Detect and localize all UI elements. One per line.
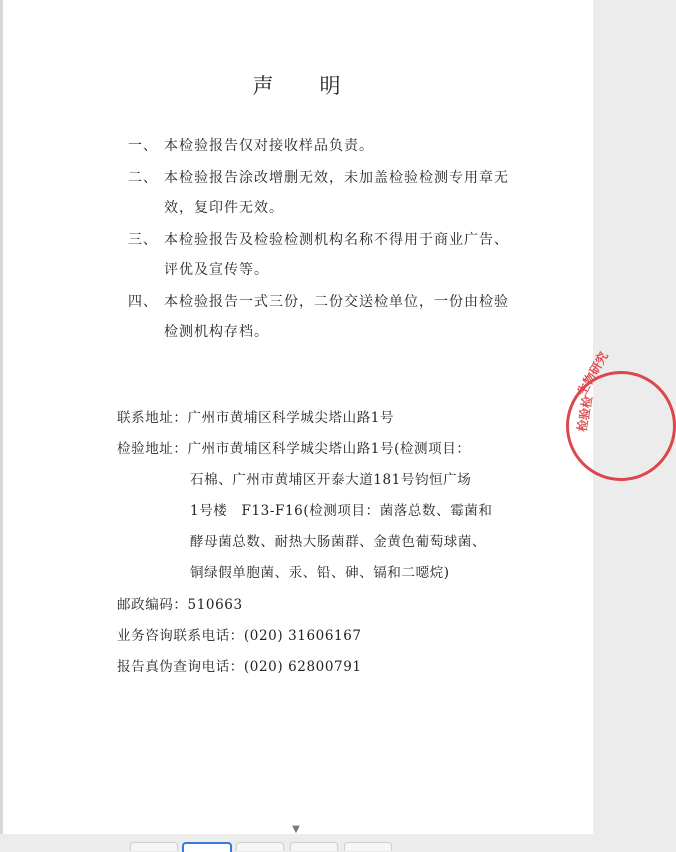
page-thumbnail[interactable] [290, 842, 338, 851]
business-phone [117, 621, 362, 652]
lab-address-label: 检验地址： [117, 441, 188, 457]
item-line: 本检验报告仅对接收样品负责。 [164, 138, 374, 154]
page-thumbnail[interactable] [344, 842, 392, 851]
lab-address-line-3: 1号楼 F13-F16(检测项目：菌落总数、霉菌和 [190, 503, 493, 519]
postcode-value: 510663 [187, 597, 243, 613]
page-title [0, 70, 593, 100]
business-phone-value: (020) 31606167 [243, 628, 362, 644]
item-line: 效，复印件无效。 [164, 200, 284, 216]
page-thumbnail-active[interactable] [182, 842, 232, 852]
seal-text-side: 检验检 [574, 394, 596, 433]
title-char-1: 声 [252, 74, 274, 98]
address-value: 广州市黄埔区科学城尖塔山路1号 [187, 410, 395, 426]
lab-address [117, 434, 470, 465]
lab-address-line-2: 石棉、广州市黄埔区开泰大道181号钧恒广场 [190, 472, 472, 488]
verify-phone-value: (020) 62800791 [243, 659, 362, 675]
seal-text-top: 生物研究 [574, 349, 611, 398]
item-number: 三、 [128, 232, 158, 248]
item-line: 本检验报告一式三份，二份交送检单位，一份由检验 [164, 294, 509, 310]
item-number: 二、 [128, 170, 158, 186]
lab-address-line-1: 广州市黄埔区科学城尖塔山路1号(检测项目： [187, 441, 471, 457]
postcode-label: 邮政编码： [117, 597, 188, 613]
business-phone-label: 业务咨询联系电话： [117, 628, 244, 644]
page-thumbnail[interactable] [236, 842, 284, 851]
item-line: 评优及宣传等。 [164, 262, 269, 278]
official-seal-stamp [566, 349, 676, 481]
verify-phone [117, 652, 362, 683]
item-line: 检测机构存档。 [164, 324, 269, 340]
scroll-down-icon[interactable]: ▼ [292, 824, 300, 835]
item-line: 本检验报告涂改增删无效，未加盖检验检测专用章无 [164, 170, 509, 186]
lab-address-line-4: 酵母菌总数、耐热大肠菌群、金黄色葡萄球菌、 [190, 534, 487, 550]
title-char-2: 明 [319, 74, 341, 98]
item-line: 本检验报告及检验检测机构名称不得用于商业广告、 [164, 232, 509, 248]
item-number: 四、 [128, 294, 158, 310]
verify-phone-label: 报告真伪查询电话： [117, 659, 244, 675]
contact-address [117, 403, 394, 434]
page-left-border [0, 0, 3, 834]
page-thumbnail[interactable] [130, 842, 178, 851]
address-label: 联系地址： [117, 410, 188, 426]
item-number: 一、 [128, 138, 158, 154]
lab-address-line-5: 铜绿假单胞菌、汞、铅、砷、镉和二噁烷) [190, 565, 450, 581]
postcode [117, 590, 243, 621]
